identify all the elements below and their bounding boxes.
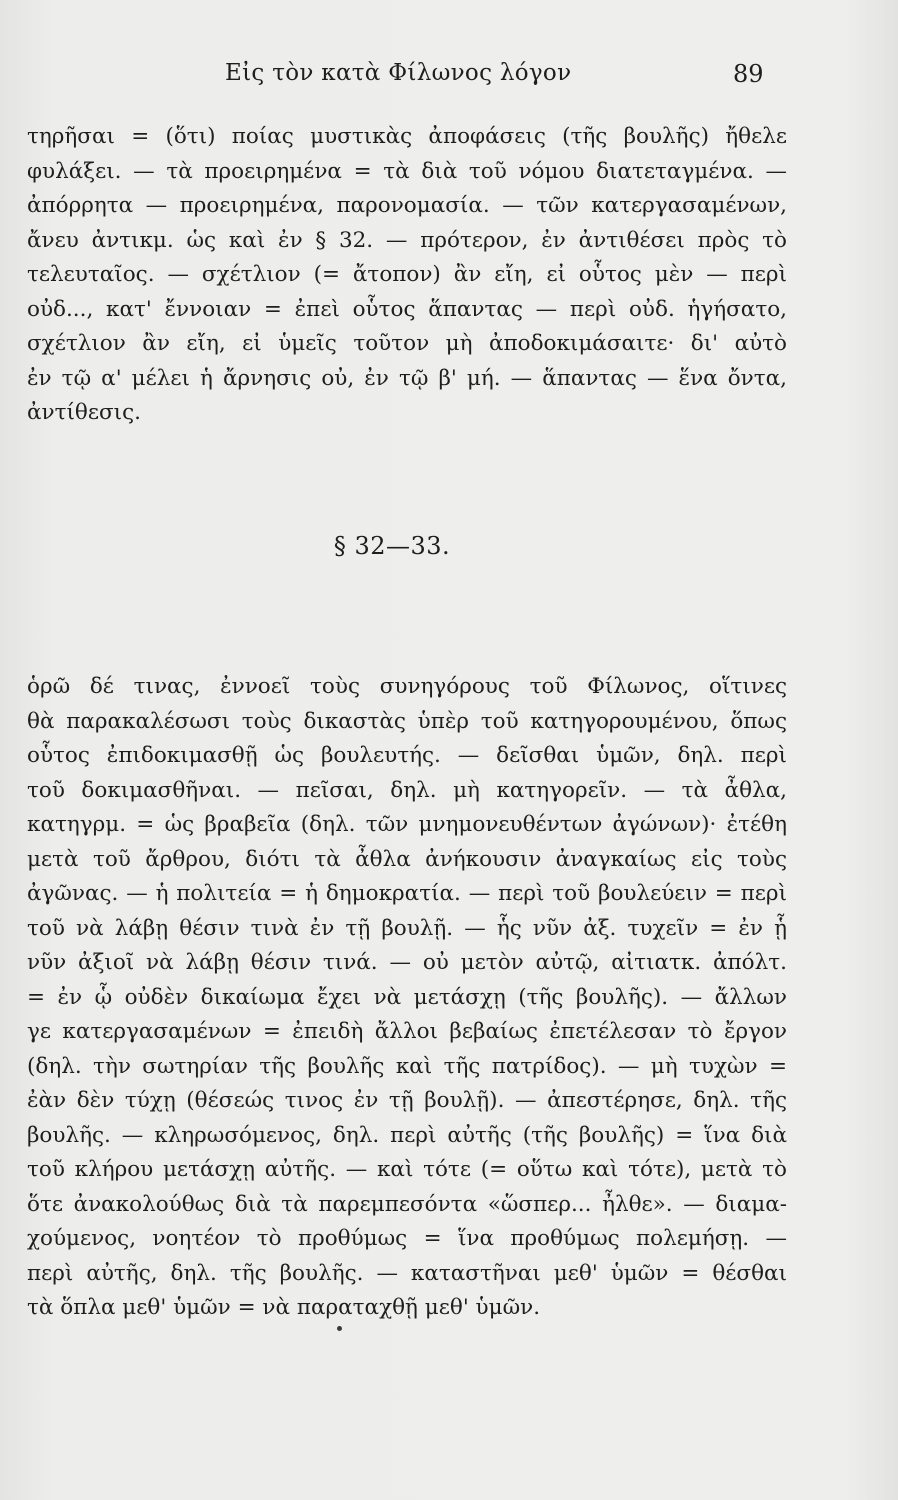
text-line: οὗτος ἐπιδοκιμασθῇ ὡς βουλευτής. — δεῖσθαι ὑμῶν, δηλ. περὶ (27, 743, 787, 768)
text-line: ἐν τῷ α' μέλει ἡ ἄρνησις οὐ, ἐν τῷ β' μή. — ἅπαντας — ἕνα ὄντα, (27, 365, 787, 391)
text-line: (δηλ. τὴν σωτηρίαν τῆς βουλῆς καὶ τῆς πατρίδος). — μὴ τυχὼν = (27, 1053, 787, 1079)
text-line: ἀγῶνας. — ἡ πολιτεία = ἡ δημοκρατία. — περὶ τοῦ βουλεύειν = περὶ (27, 881, 787, 906)
text-line: τοῦ κλήρου μετάσχῃ αὐτῆς. — καὶ τότε (= οὕτω καὶ τότε), μετὰ τὸ (27, 1157, 787, 1182)
section-heading (0, 532, 898, 560)
page-number: 89 (733, 60, 764, 88)
text-line: μετὰ τοῦ ἄρθρου, διότι τὰ ἆθλα ἀνήκουσιν ἀναγκαίως εἰς τοὺς (27, 846, 787, 872)
commentary-paragraph-1 (27, 120, 787, 431)
text-line: οὐδ..., κατ' ἔννοιαν = ἐπεὶ οὗτος ἅπαντας — περὶ οὐδ. ἡγήσατο, (27, 296, 787, 322)
text-line: βουλῆς. — κληρωσόμενος, δηλ. περὶ αὐτῆς (τῆς βουλῆς) = ἵνα διὰ (27, 1122, 787, 1148)
text-line: ὅτε ἀνακολούθως διὰ τὰ παρεμπεσόντα «ὥσπερ... ἦλθε». — διαμα- (27, 1191, 787, 1217)
text-line: φυλάξει. — τὰ προειρημένα = τὰ διὰ τοῦ νόμου διατεταγμένα. — (27, 158, 787, 184)
running-title: Εἰς τὸν κατὰ Φίλωνος λόγον (225, 60, 572, 86)
text-line: σχέτλιον ἂν εἴη, εἰ ὑμεῖς τοῦτον μὴ ἀποδοκιμάσαιτε· δι' αὐτὸ (27, 331, 787, 356)
text-line: χούμενος, νοητέον τὸ προθύμως = ἵνα προθύμως πολεμήσῃ. — (27, 1226, 787, 1251)
section-heading-text: § 32—33. (333, 532, 451, 560)
text-line: κατηγρμ. = ὡς βραβεῖα (δηλ. τῶν μνημονευθέντων ἀγώνων)· ἐτέθη (27, 812, 787, 837)
text-line: γε κατεργασαμένων = ἐπειδὴ ἄλλοι βεβαίως ἐπετέλεσαν τὸ ἔργον (27, 1019, 787, 1044)
text-line: ἄνευ ἀντικμ. ὡς καὶ ἐν § 32. — πρότερον, ἐν ἀντιθέσει πρὸς τὸ (27, 227, 787, 253)
text-line: ἐὰν δὲν τύχῃ (θέσεώς τινος ἐν τῇ βουλῇ). — ἀπεστέρησε, δηλ. τῆς (27, 1088, 787, 1113)
text-line: = ἐν ᾧ οὐδὲν δικαίωμα ἔχει νὰ μετάσχῃ (τῆς βουλῆς). — ἄλλων (27, 984, 787, 1010)
text-line: τηρῆσαι = (ὅτι) ποίας μυστικὰς ἀποφάσεις (τῆς βουλῆς) ἤθελε (27, 124, 787, 149)
page-header (0, 58, 898, 94)
text-line: νῦν ἀξιοῖ νὰ λάβῃ θέσιν τινά. — οὐ μετὸν αὐτῷ, αἰτιατκ. ἀπόλτ. (27, 950, 787, 975)
text-line: τοῦ νὰ λάβῃ θέσιν τινὰ ἐν τῇ βουλῇ. — ἧς νῦν ἀξ. τυχεῖν = ἐν ᾗ (27, 915, 787, 941)
text-line: περὶ αὐτῆς, δηλ. τῆς βουλῆς. — καταστῆναι μεθ' ὑμῶν = θέσθαι (27, 1260, 787, 1286)
text-line: ὁρῶ δέ τινας, ἐννοεῖ τοὺς συνηγόρους τοῦ Φίλωνος, οἵτινες (27, 674, 787, 699)
text-line: ἀντίθεσις. (27, 400, 141, 425)
commentary-paragraph-2 (27, 670, 787, 1326)
text-line: τὰ ὅπλα μεθ' ὑμῶν = νὰ παραταχθῇ μεθ' ὑμῶν. (27, 1295, 541, 1320)
ink-speck (337, 1326, 342, 1331)
text-line: τελευταῖος. — σχέτλιον (= ἄτοπον) ἂν εἴη, εἰ οὗτος μὲν — περὶ (27, 262, 787, 287)
text-line: τοῦ δοκιμασθῆναι. — πεῖσαι, δηλ. μὴ κατηγορεῖν. — τὰ ἆθλα, (27, 777, 787, 803)
text-line: θὰ παρακαλέσωσι τοὺς δικαστὰς ὑπὲρ τοῦ κατηγορουμένου, ὅπως (27, 708, 787, 734)
text-line: ἀπόρρητα — προειρημένα, παρονομασία. — τῶν κατεργασαμένων, (27, 193, 787, 218)
